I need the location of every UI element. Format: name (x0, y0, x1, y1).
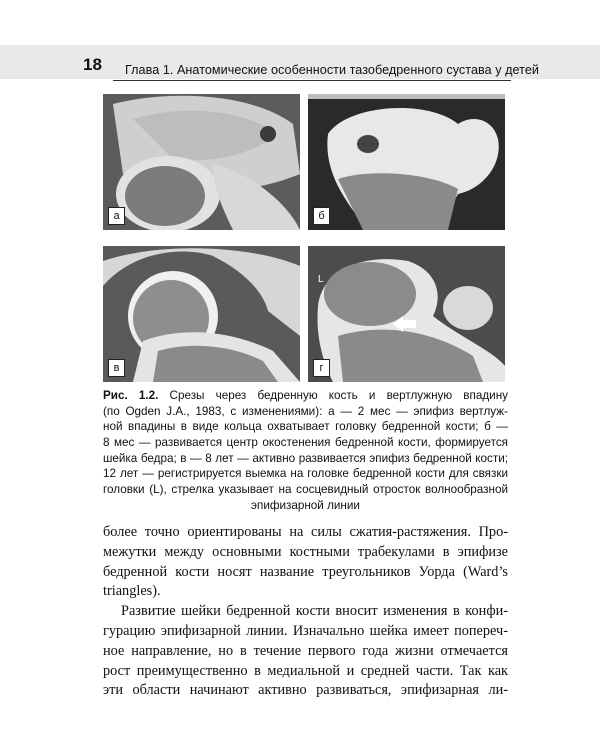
panel-g-image (308, 246, 505, 382)
figure-caption (103, 388, 508, 514)
panel-label-v: в (108, 359, 125, 377)
caption-line: шейка бедра; в — 8 лет — активно развивается эпифиз бедренной кости; (103, 451, 508, 465)
panel-a-image (103, 94, 300, 230)
body-line: межутки между основными костными трабекулами в эпифизе (103, 543, 508, 560)
body-line: ное направление, но в течение первого года жизни отмечается (103, 642, 508, 659)
running-head: Глава 1. Анатомические особенности тазобедренного сустава у детей (125, 63, 539, 77)
body-line: эти области начинают активно развиваться, эпифизарная ли- (103, 682, 508, 699)
figure-panel-g (308, 246, 505, 382)
panel-v-image (103, 246, 300, 382)
caption-line: 8 мес — развивается центр окостенения бедренной кости, формируется (103, 436, 508, 450)
caption-fig-label: Рис. 1.2. (103, 389, 159, 402)
page-number: 18 (83, 55, 102, 74)
caption-line: 12 лет — регистрируется выемка на головке бедренной кости для связки (103, 467, 508, 481)
body-line: Развитие шейки бедренной кости вносит изменения в конфи- (121, 603, 508, 620)
caption-line: Рис. 1.2. Срезы через бедренную кость и вертлужную впадину (103, 389, 508, 402)
body-line: бедренной кости носят название треугольников Уорда (Ward’s (103, 563, 508, 580)
body-line: рост преимущественно в медиальной и средней части. Так как (103, 662, 508, 679)
body-line: более точно ориентированы на силы сжатия-растяжения. Про- (103, 524, 508, 540)
caption-line: головки (L), стрелка указывает на сосцевидный отросток волнообразной (103, 483, 508, 497)
panel-label-a: а (108, 207, 125, 225)
figure-panel-a (103, 94, 300, 230)
caption-line: эпифизарной линии (251, 498, 360, 512)
body-text (103, 523, 508, 701)
figure-panel-v (103, 246, 300, 382)
body-line: triangles). (103, 583, 161, 600)
caption-line: (по Ogden J.A., 1983, с изменениями): а — 2 мес — эпифиз вертлуж- (103, 404, 508, 418)
panel-label-g: г (313, 359, 330, 377)
panel-b-image (308, 94, 505, 230)
panel-label-b: б (313, 207, 330, 225)
header-rule (113, 80, 511, 81)
body-line: гурацию эпифизарной линии. Изначально шейка имеет попереч- (103, 622, 508, 639)
figure-panel-b (308, 94, 505, 230)
caption-line: ной впадины в виде кольца охватывает головку бедренной кости; б — (103, 420, 508, 434)
panel-g-marker: L (318, 274, 324, 285)
